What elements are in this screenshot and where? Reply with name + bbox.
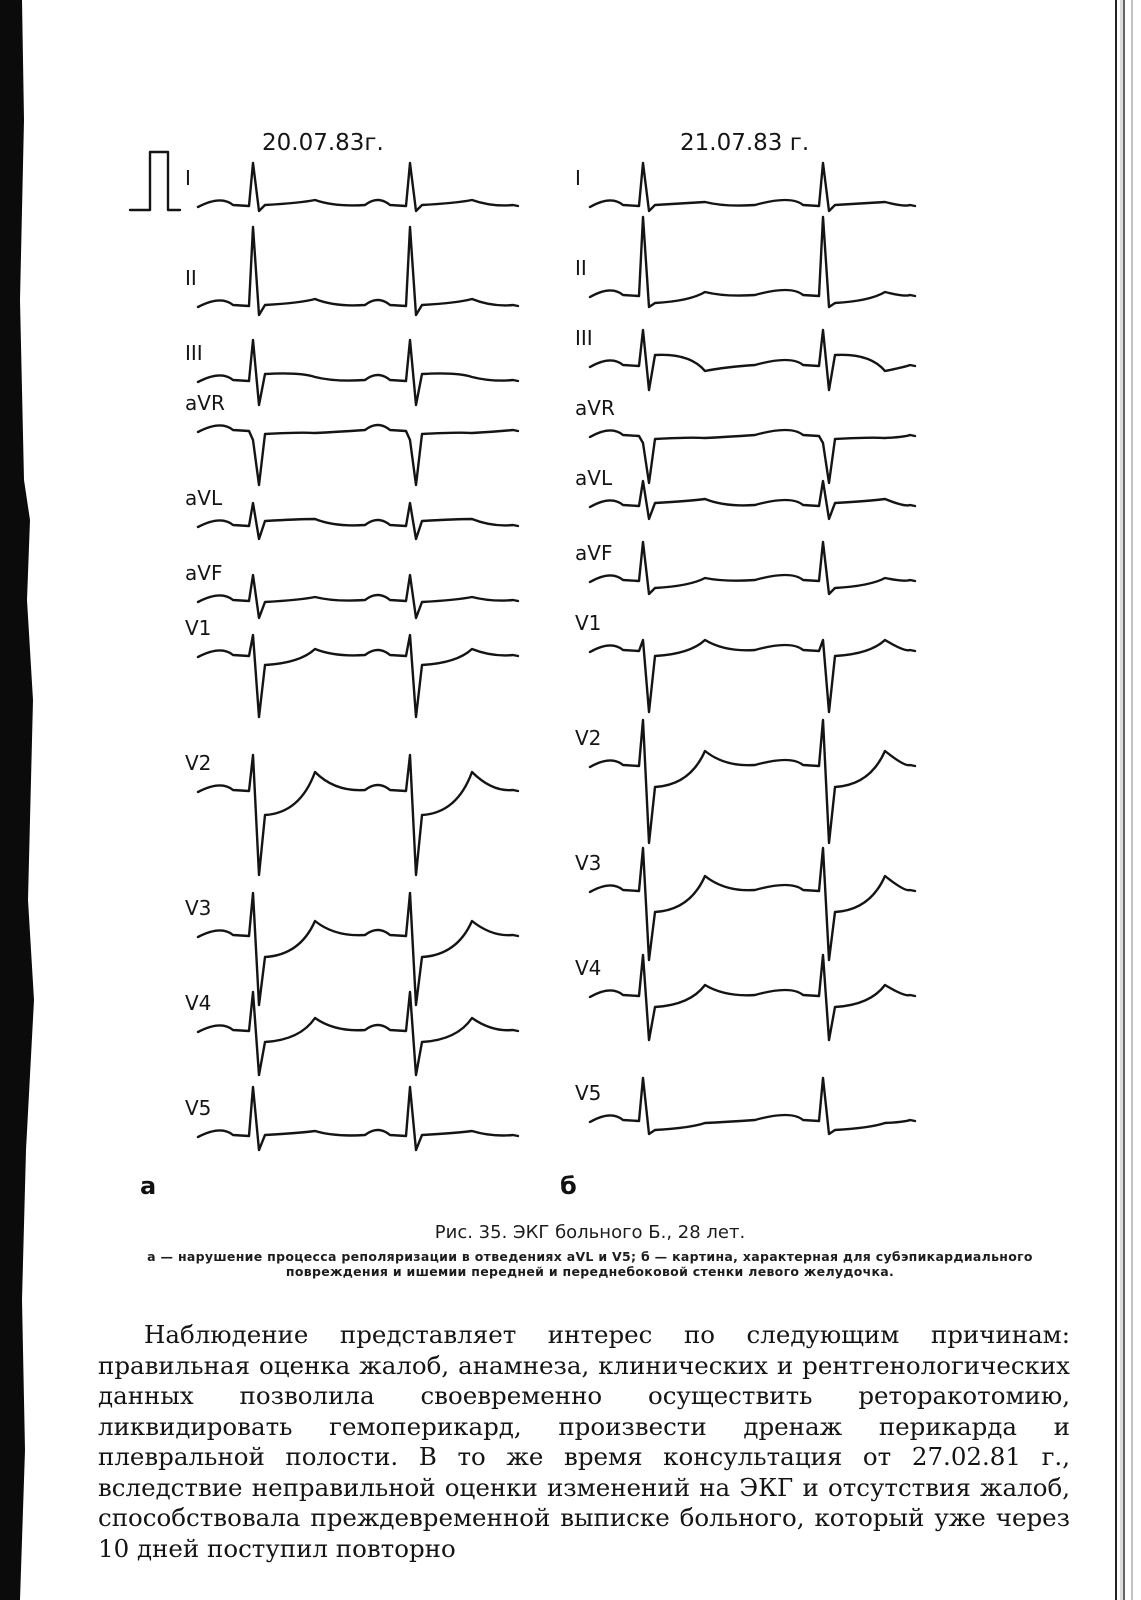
ecg-panel-b (560, 130, 915, 1200)
ecg-trace-ii (590, 217, 915, 307)
panel-a-label: а (140, 1172, 157, 1200)
lead-label-v2: V2 (575, 726, 602, 750)
lead-label-iii: III (185, 341, 203, 365)
lead-label-avr: aVR (185, 391, 225, 415)
panel-a-date: 20.07.83г. (262, 130, 384, 156)
lead-label-avf: aVF (185, 561, 223, 585)
ecg-trace-iii (590, 330, 915, 390)
lead-label-v5: V5 (185, 1096, 212, 1120)
panel-b-label: б (560, 1172, 577, 1200)
lead-label-i: I (575, 166, 581, 190)
calibration-pulse (130, 152, 180, 210)
panel-b-date: 21.07.83 г. (680, 130, 810, 156)
lead-label-ii: II (575, 256, 587, 280)
ecg-trace-v3 (590, 848, 915, 960)
ecg-trace-v2 (590, 720, 915, 843)
lead-label-v1: V1 (575, 611, 602, 635)
figure-caption-title: Рис. 35. ЭКГ больного Б., 28 лет. (434, 1222, 746, 1243)
ecg-trace-v1 (590, 640, 915, 712)
ecg-trace-avl (198, 503, 518, 539)
ecg-trace-avf (198, 575, 518, 618)
ecg-trace-avr (590, 430, 915, 483)
lead-label-v1: V1 (185, 616, 212, 640)
ecg-trace-i (198, 163, 518, 211)
body-paragraph: Наблюдение представляет интерес по следующим причинам: правильная оценка жалоб, анамнеза, клинических и рентгенологических данных позволила своевременно осуществить реторакотомию, ликвидировать гемоперикард, произвести дренаж перикарда и плевральной полости. В то же время консультация от 27.02.81 г., вследствие неправильной оценки изменений на ЭКГ и отсутствия жалоб, способствовала преждевременной выписке больного, который уже через 10 дней поступил повторно (98, 1320, 1070, 1563)
ecg-panel-a (130, 130, 518, 1200)
lead-label-v4: V4 (575, 956, 602, 980)
ecg-trace-ii (198, 227, 518, 315)
lead-label-ii: II (185, 266, 197, 290)
lead-label-v2: V2 (185, 751, 212, 775)
ecg-trace-v5 (198, 1087, 518, 1150)
ecg-trace-avf (590, 542, 915, 594)
ecg-trace-v2 (198, 755, 518, 875)
lead-label-i: I (185, 166, 191, 190)
figure-caption-description: а — нарушение процесса реполяризации в отведениях aVL и V5; б — картина, характерная для субэпикардиального повреждения и ишемии передней и переднебоковой стенки левого желудочка. (147, 1249, 1033, 1279)
lead-label-v3: V3 (575, 851, 602, 875)
ecg-trace-i (590, 163, 915, 211)
lead-label-iii: III (575, 326, 593, 350)
lead-label-avf: aVF (575, 541, 613, 565)
ecg-trace-v4 (198, 992, 518, 1075)
ecg-trace-iii (198, 340, 518, 405)
ecg-trace-avr (198, 425, 518, 485)
ecg-trace-v4 (590, 955, 915, 1040)
ecg-trace-v1 (198, 635, 518, 717)
lead-label-avr: aVR (575, 396, 615, 420)
ecg-trace-avl (590, 481, 915, 519)
lead-label-v3: V3 (185, 896, 212, 920)
lead-label-avl: aVL (575, 466, 613, 490)
lead-label-v5: V5 (575, 1081, 602, 1105)
ecg-trace-v5 (590, 1078, 915, 1134)
ecg-trace-v3 (198, 893, 518, 1005)
lead-label-avl: aVL (185, 486, 223, 510)
lead-label-v4: V4 (185, 991, 212, 1015)
